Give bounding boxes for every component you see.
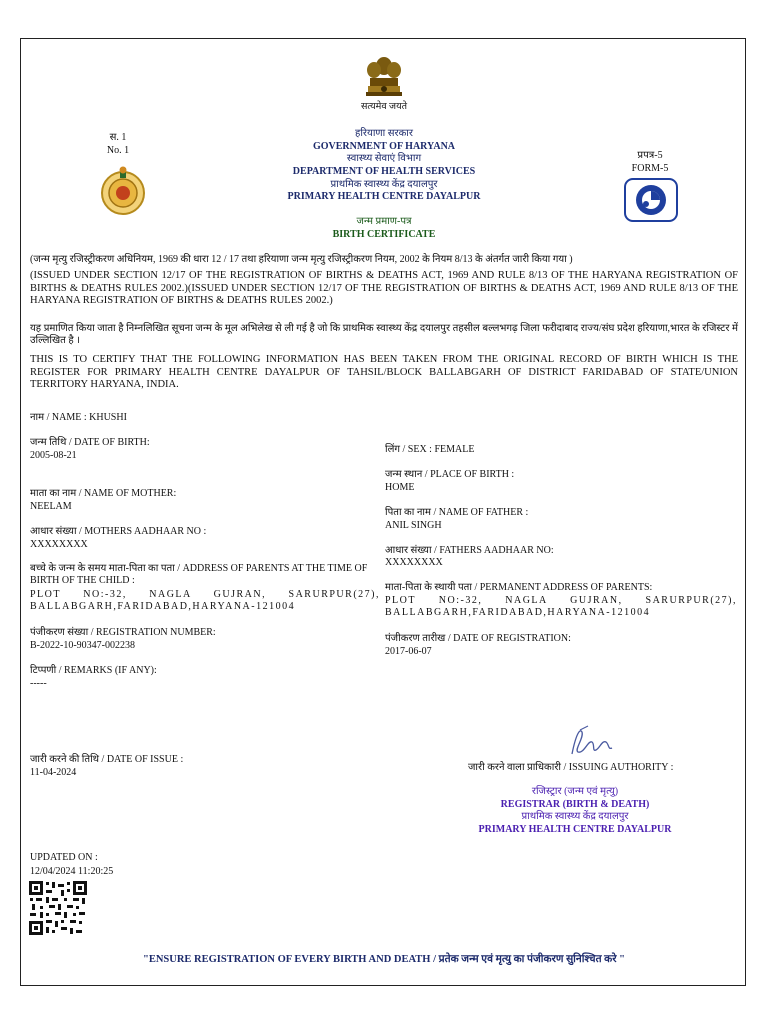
registration-number-label: पंजीकरण संख्या / REGISTRATION NUMBER: bbox=[30, 627, 216, 638]
emblem-motto: सत्यमेव जयते bbox=[361, 102, 407, 112]
permanent-address-label: माता-पिता के स्थायी पता / PERMANENT ADDRESS OF PARENTS: bbox=[385, 582, 653, 593]
issued-under-hindi: (जन्म मृत्यु रजिस्ट्रीकरण अधिनियम, 1969 की धारा 12 / 17 तथा हरियाणा जन्म मृत्यु रजिस्ट्रीकरण नियम, 2002 के नियम 8/13 के अंतर्गत जारी किया गया ) bbox=[30, 254, 573, 265]
sex: लिंग / SEX : FEMALE bbox=[385, 444, 475, 455]
certify-statement: THIS IS TO CERTIFY THAT THE FOLLOWING INFORMATION HAS BEEN TAKEN FROM THE ORIGINAL RECORD OF BIRTH WHICH IS THE REGISTER FOR PRIMARY HEALTH CENTRE DAYALPUR OF TAHSIL/BLOCK BALLABGARH OF DISTRICT FARIDABAD OF STATE/UNION TERRITORY HARYANA, INDIA. bbox=[30, 354, 738, 390]
department-name-hindi: स्वास्थ्य सेवाएं विभाग bbox=[346, 153, 422, 164]
centre-name-hindi: प्राथमिक स्वास्थ्य केंद्र दयालपुर bbox=[330, 179, 438, 190]
date-of-birth-value: 2005-08-21 bbox=[30, 450, 77, 461]
footer-slogan-english: "ENSURE REGISTRATION OF EVERY BIRTH AND DEATH / bbox=[142, 954, 439, 965]
form-number: FORM-5 bbox=[631, 163, 669, 174]
father-name-label: पिता का नाम / NAME OF FATHER : bbox=[385, 507, 529, 518]
father-aadhaar-value: XXXXXXXX bbox=[385, 557, 443, 568]
form-number-hindi: प्रपत्र-5 bbox=[637, 150, 663, 161]
registration-number-value: B-2022-10-90347-002238 bbox=[30, 640, 135, 651]
issue-date-value: 11-04-2024 bbox=[30, 767, 77, 778]
updated-on-label: UPDATED ON : bbox=[30, 852, 98, 863]
serial-number-hindi: स. 1 bbox=[109, 132, 127, 143]
issued-under-text: (ISSUED UNDER SECTION 12/17 OF THE REGISTRATION OF BIRTHS & DEATHS ACT, 1969 AND RULE 8/13 OF THE HARYANA REGISTRATION OF BIRTHS & DEATHS RULES 2002.)(ISSUED UNDER SECTION 12/17 OF THE REGISTRATION OF BIRTHS & DEATHS ACT, 1969 AND RULE 8/13 OF THE HARYANA REGISTRATION OF BIRTHS & DEATHS RULES 2002.) bbox=[30, 270, 738, 306]
crs-logo-icon bbox=[624, 178, 678, 222]
national-emblem-icon bbox=[358, 52, 410, 108]
footer-slogan bbox=[30, 954, 738, 966]
certify-statement-hindi: यह प्रमाणित किया जाता है निम्नलिखित सूचना जन्म के मूल अभिलेख से ली गई है जो कि प्राथमिक स्वास्थ्य केंद्र दयालपुर तहसील बल्लभगढ़ जिला फरीदाबाद राज्य/संघ प्रदेश हरियाणा,भारत के रजिस्टर में उल्लिखित है । bbox=[30, 323, 738, 346]
address-at-birth-label: बच्चे के जन्म के समय माता-पिता का पता / ADDRESS OF PARENTS AT THE TIME OF BIRTH OF THE CHILD : bbox=[30, 563, 368, 586]
issue-date-label: जारी करने की तिथि / DATE OF ISSUE : bbox=[30, 754, 184, 765]
place-of-birth-value: HOME bbox=[385, 482, 415, 493]
footer-slogan-hindi: प्रतेक जन्म एवं मृत्यु का पंजीकरण सुनिश्चित करे " bbox=[438, 954, 625, 965]
registrar-title-hindi: रजिस्ट्रार (जन्म एवं मृत्यु) bbox=[531, 786, 619, 797]
date-of-birth-label: जन्म तिथि / DATE OF BIRTH: bbox=[30, 437, 150, 448]
mother-aadhaar-value: XXXXXXXX bbox=[30, 539, 88, 550]
centre-name: PRIMARY HEALTH CENTRE DAYALPUR bbox=[287, 191, 481, 202]
father-name-value: ANIL SINGH bbox=[385, 520, 442, 531]
mother-aadhaar-label: आधार संख्या / MOTHERS AADHAAR NO : bbox=[30, 526, 207, 537]
mother-name-label: माता का नाम / NAME OF MOTHER: bbox=[30, 488, 177, 499]
certificate-title: BIRTH CERTIFICATE bbox=[332, 229, 436, 240]
state-name: GOVERNMENT OF HARYANA bbox=[312, 141, 456, 152]
registrar-centre-hindi: प्राथमिक स्वास्थ्य केंद्र दयालपुर bbox=[521, 811, 629, 822]
remarks-value: ----- bbox=[30, 678, 47, 689]
child-name: नाम / NAME : KHUSHI bbox=[30, 412, 127, 423]
registration-date-value: 2017-06-07 bbox=[385, 646, 432, 657]
mother-name-value: NEELAM bbox=[30, 501, 72, 512]
registrar-title: REGISTRAR (BIRTH & DEATH) bbox=[500, 799, 650, 810]
registration-date-label: पंजीकरण तारीख / DATE OF REGISTRATION: bbox=[385, 633, 571, 644]
place-of-birth-label: जन्म स्थान / PLACE OF BIRTH : bbox=[385, 469, 515, 480]
state-name-hindi: हरियाणा सरकार bbox=[355, 128, 413, 139]
qr-code bbox=[28, 880, 88, 936]
address-at-birth-value: PLOT NO:-32, NAGLA GUJRAN, SARURPUR(27), BALLABGARH,FARIDABAD,HARYANA-121004 bbox=[30, 589, 380, 612]
serial-number: No. 1 bbox=[106, 145, 130, 156]
certificate-title-hindi: जन्म प्रमाण-पत्र bbox=[356, 216, 412, 227]
department-name: DEPARTMENT OF HEALTH SERVICES bbox=[292, 166, 476, 177]
registrar-centre: PRIMARY HEALTH CENTRE DAYALPUR bbox=[478, 824, 672, 835]
registrar-signature bbox=[562, 724, 618, 760]
issuing-authority-label: जारी करने वाला प्राधिकारी / ISSUING AUTHORITY : bbox=[468, 762, 674, 773]
updated-on-value: 12/04/2024 11:20:25 bbox=[30, 866, 114, 877]
remarks-label: टिप्पणी / REMARKS (IF ANY): bbox=[30, 665, 157, 676]
father-aadhaar-label: आधार संख्या / FATHERS AADHAAR NO: bbox=[385, 545, 554, 556]
haryana-seal-icon bbox=[100, 166, 146, 216]
permanent-address-value: PLOT NO:-32, NAGLA GUJRAN, SARURPUR(27), BALLABGARH,FARIDABAD,HARYANA-121004 bbox=[385, 595, 737, 618]
